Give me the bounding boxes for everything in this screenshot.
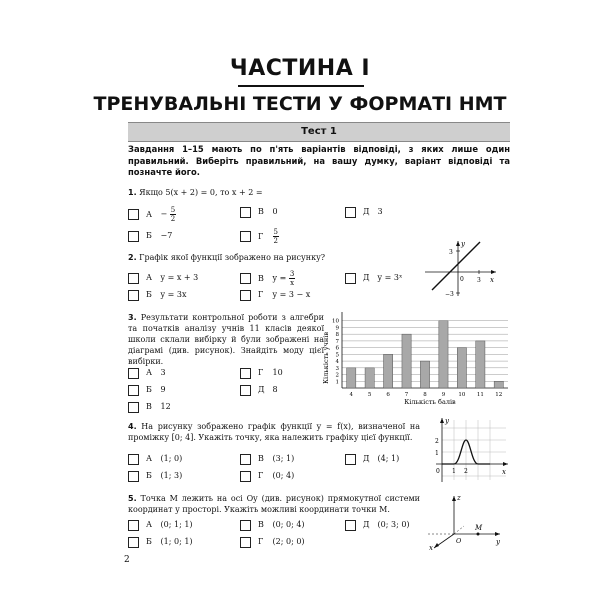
answer-checkbox[interactable] — [128, 368, 139, 379]
q5-3d-axes — [420, 490, 508, 552]
bar-10 — [457, 348, 466, 388]
answer-checkbox[interactable] — [240, 207, 251, 218]
tick-label: 1 — [435, 450, 439, 457]
q2-line-graph — [420, 238, 500, 298]
y-tick-label: 9 — [335, 325, 339, 332]
question-5 — [128, 493, 420, 515]
x-label: x — [490, 276, 494, 284]
answer-checkbox[interactable] — [345, 454, 356, 465]
q4-option-v[interactable]: В (3; 1) — [240, 453, 294, 465]
answer-checkbox[interactable] — [128, 537, 139, 548]
question-1 — [128, 187, 263, 198]
answer-checkbox[interactable] — [240, 471, 251, 482]
answer-checkbox[interactable] — [128, 209, 139, 220]
x-tick-label: 4 — [349, 392, 353, 398]
function-line — [432, 242, 480, 290]
origin-label: O — [456, 537, 462, 545]
x-tick-label: 10 — [458, 392, 466, 398]
instructions: Завдання 1–15 мають по п'ять варіантів відповіді, з яких лише один правильний. Виберіть правильний, на вашу думку, варіант відповіді та позначте його. — [128, 144, 510, 177]
answer-checkbox[interactable] — [345, 207, 356, 218]
y-label: y — [496, 538, 500, 546]
bar-11 — [476, 341, 485, 388]
question-number: 3. — [128, 313, 137, 322]
question-text: Точка M лежить на осі Oy (див. рисунок) прямокутної системи координат у просторі. Укажіть можливі координати точки M. — [128, 494, 421, 514]
x-tick-label: 7 — [404, 392, 409, 398]
question-text: На рисунку зображено графік функції y = f(x), визначеної на проміжку [0; 4]. Укажіть точку, яка належить графіку цієї функції. — [128, 422, 420, 442]
q2-option-d[interactable]: Д y = 3ˣ — [345, 272, 402, 284]
answer-checkbox[interactable] — [128, 290, 139, 301]
question-3 — [128, 312, 324, 367]
q5-option-b[interactable]: Б (1; 0; 1) — [128, 536, 193, 548]
y-label: y — [445, 417, 449, 425]
page-number: 2 — [124, 555, 130, 565]
q2-option-v[interactable]: В y = $\frac{3}{x}$ — [240, 270, 295, 287]
y-label: y — [461, 240, 465, 248]
bar-8 — [420, 361, 429, 388]
fraction: $\frac{5}{2}$ — [273, 228, 279, 245]
y-tick-label: 3 — [335, 365, 339, 372]
fraction: $\frac{5}{2}$ — [170, 206, 176, 223]
x-tick-label: 5 — [367, 392, 372, 398]
x-axis-arrow — [434, 543, 439, 548]
question-number: 2. — [128, 253, 137, 262]
question-2 — [128, 252, 325, 263]
y-tick-label: 8 — [335, 332, 339, 339]
q5-option-d[interactable]: Д (0; 3; 0) — [345, 519, 410, 531]
y-tick-label: 10 — [332, 318, 339, 325]
x-axis-arrow — [491, 270, 496, 274]
answer-checkbox[interactable] — [240, 290, 251, 301]
question-4 — [128, 421, 420, 443]
question-number: 1. — [128, 188, 137, 197]
y-axis-arrow — [456, 241, 460, 246]
y-tick-label: 7 — [335, 338, 339, 345]
q3-option-v[interactable]: В 12 — [128, 401, 171, 413]
fraction: $\frac{3}{x}$ — [289, 270, 295, 287]
tick-label: 3 — [477, 277, 481, 284]
x-label: x — [429, 544, 433, 552]
question-text: Якщо 5(x + 2) = 0, то x + 2 = — [139, 188, 263, 197]
answer-checkbox[interactable] — [240, 385, 251, 396]
x-tick-label: 11 — [476, 392, 484, 398]
q1-option-g[interactable]: Г $\frac{5}{2}$ — [240, 228, 279, 245]
tick-label: 2 — [464, 468, 468, 475]
y-axis-title: Кількість учнів — [322, 332, 330, 384]
x-tick-label: 9 — [441, 392, 446, 398]
x-axis-arrow — [503, 462, 508, 466]
y-axis-arrow — [440, 418, 444, 423]
tick-label: 3 — [449, 249, 453, 256]
answer-checkbox[interactable] — [128, 454, 139, 465]
question-number: 4. — [128, 422, 137, 431]
tick-label: 2 — [435, 438, 439, 445]
tick-label: −3 — [445, 291, 454, 298]
answer-checkbox[interactable] — [240, 273, 251, 284]
axis-extension — [454, 526, 464, 534]
answer-checkbox[interactable] — [240, 520, 251, 531]
origin-label: 0 — [460, 276, 464, 283]
q5-option-a[interactable]: А (0; 1; 1) — [128, 519, 193, 531]
answer-checkbox[interactable] — [128, 402, 139, 413]
answer-checkbox[interactable] — [128, 273, 139, 284]
point-m — [477, 533, 480, 536]
q3-option-a[interactable]: А 3 — [128, 367, 166, 379]
q2-option-g[interactable]: Г y = 3 − x — [240, 289, 310, 301]
q1-option-v[interactable]: В 0 — [240, 206, 278, 218]
part-title: ЧАСТИНА I — [229, 56, 371, 81]
q2-option-a[interactable]: А y = x + 3 — [128, 272, 198, 284]
test-header: Тест 1 — [128, 122, 510, 142]
q3-option-g[interactable]: Г 10 — [240, 367, 283, 379]
question-text: Результати контрольної роботи з алгебри та початків аналізу учнів 11 класів деякої школи склали вибірку й були зображені на діаграмі (див. рисунок). Знайдіть моду цієї вибірки. — [128, 313, 324, 366]
y-tick-label: 5 — [335, 352, 339, 359]
q3-option-b[interactable]: Б 9 — [128, 384, 166, 396]
scores-bar-chart — [318, 308, 514, 406]
x-tick-label: 8 — [423, 392, 427, 398]
title-underline — [238, 85, 364, 87]
origin-label: 0 — [436, 468, 440, 475]
q1-option-b[interactable]: Б −7 — [128, 230, 172, 242]
page-subtitle: ТРЕНУВАЛЬНІ ТЕСТИ У ФОРМАТІ НМТ — [93, 93, 507, 115]
y-axis-arrow — [495, 532, 500, 536]
y-tick-label: 6 — [335, 345, 339, 352]
x-tick-label: 12 — [495, 392, 503, 398]
answer-checkbox[interactable] — [128, 385, 139, 396]
q2-option-b[interactable]: Б y = 3x — [128, 289, 186, 301]
answer-checkbox[interactable] — [345, 520, 356, 531]
q1-option-a[interactable]: А − $\frac{5}{2}$ — [128, 206, 176, 223]
q5-option-v[interactable]: В (0; 0; 4) — [240, 519, 305, 531]
bar-5 — [365, 368, 374, 388]
q3-option-d[interactable]: Д 8 — [240, 384, 278, 396]
z-label: z — [457, 494, 461, 502]
q4-function-graph — [428, 414, 512, 486]
bar-7 — [402, 334, 411, 388]
answer-checkbox[interactable] — [240, 537, 251, 548]
answer-checkbox[interactable] — [128, 231, 139, 242]
question-text: Графік якої функції зображено на рисунку? — [139, 253, 326, 262]
answer-checkbox[interactable] — [240, 368, 251, 379]
y-tick-label: 4 — [335, 359, 339, 366]
bar-9 — [439, 321, 448, 388]
bar-12 — [494, 381, 503, 388]
answer-checkbox[interactable] — [240, 454, 251, 465]
x-tick-label: 6 — [386, 392, 390, 398]
answer-checkbox[interactable] — [128, 471, 139, 482]
answer-checkbox[interactable] — [345, 273, 356, 284]
answer-checkbox[interactable] — [128, 520, 139, 531]
y-tick-label: 2 — [335, 372, 339, 379]
q4-option-a[interactable]: А (1; 0) — [128, 453, 182, 465]
bar-4 — [347, 368, 356, 388]
q5-option-g[interactable]: Г (2; 0; 0) — [240, 536, 305, 548]
z-axis-arrow — [452, 496, 456, 501]
question-number: 5. — [128, 494, 137, 503]
y-tick-label: 1 — [335, 379, 339, 386]
q4-option-b[interactable]: Б (1; 3) — [128, 470, 182, 482]
bar-6 — [384, 354, 393, 388]
q4-option-g[interactable]: Г (0; 4) — [240, 470, 294, 482]
tick-label: 1 — [452, 468, 456, 475]
q4-option-d[interactable]: Д (4; 1) — [345, 453, 399, 465]
x-axis-title: Кількість балів — [404, 398, 456, 406]
q1-option-d[interactable]: Д 3 — [345, 206, 383, 218]
answer-checkbox[interactable] — [240, 231, 251, 242]
x-label: x — [502, 468, 506, 476]
m-label: M — [475, 524, 483, 532]
